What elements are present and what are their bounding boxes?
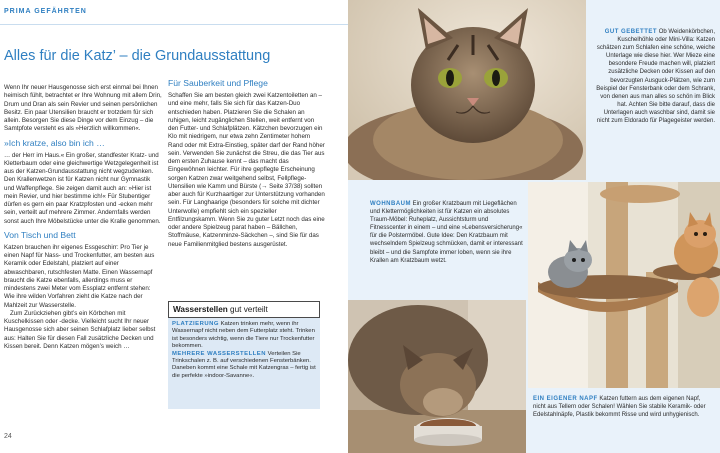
info-box [168,301,320,409]
section2-text: Katzen brauchen ihr eigenes Essgeschirr: Pro Tier je einen Napf für Nass- und Trockenfutter, am besten aus Keramik oder Edelstahl, platziert auf einer abwaschbaren, rutschfesten Matte. Einen Wassernapf braucht die Katze ebenfalls, allerdings muss er mindestens zwei Meter vom Essplatz entfernt stehen: Wie ihre wilden Vorfahren zieht die Katze nach der Mahlzeit zur Wasserstelle. [4,243,155,309]
cat-tree-image [528,182,720,388]
caption-cushion-text: Ob Weidenkörbchen, Kuschelhöhle oder Mini-Villa: Katzen schätzen zum Schlafen eine schöne, weiche Unterlage wie diese hier. Wer Mieze eine besondere Freude machen will, platziert zusätzliche Decken oder Kissen auf den bevorzugten Ausguck-Plätzen, wie zum Beispiel der Fensterbank oder dem Schrank, von denen aus man alles so schön im Blick hat. Achten Sie bitte darauf, dass die Unterlagen auch waschbar sind, damit sie nicht zum Eldorado für Plagegeister werden. [596,29,715,125]
caption-cat-tree-label: WOHNBAUM [370,201,411,207]
text-column-2 [168,78,326,249]
caption-bowl-label: EIN EIGENER NAPF [533,396,598,402]
section1-heading: »Ich kratze, also bin ich … [4,137,105,148]
info-box-body [168,318,320,383]
caption-cat-tree-text: Ein großer Kratzbaum mit Liegeflächen und Klettermöglichkeiten ist für Katzen ein absolutes Traum-Möbel: Ruheplatz, Aussichtsturm und Fitnesscenter in einem – und eine »Lebensversicherung« für die Polstermöbel. Gute Idee: Den Kratzbaum mit wechselndem Spielzeug schmücken, damit er interessant bleibt – und die Sampfote immer loben, wenn sie ihre Krallen am Kratzbaum wetzt. [370,201,523,264]
intro-text: Wenn Ihr neuer Hausgenosse sich erst einmal bei Ihnen heimisch fühlt, betrachtet er Ihre Wohnung mit allem Drin, Drum und Dran als sein Revier und seinen persönlichen Besitz. Ein paar Utensilien braucht er trotzdem für sich allein. Besorgen Sie diese Dinge vor dem Einzug – die Samtpfote versteht es als »Herzlich willkommen«. [4,84,162,133]
photo-cat-cushion [348,0,586,180]
info-text-placement: Katzen trinken mehr, wenn ihr Wassernapf nicht neben dem Futterplatz steht. Trinken ist besonders wichtig, wenn die Tiere nur Trockenfutter bekommen. [172,321,315,350]
section1-text: … der Herr im Haus.« Ein großer, standfester Kratz- und Kletterbaum oder eine gleichwertige Wetzgelegenheit ist aus der Katzen-Grundausstattung nicht wegzudenken. Den Krallenwetzen ist für Katzen nicht nur Gymnastik und Waffenpflege. Sie zeigen damit auch an: »Hier ist mein Revier, und hier bestimme ich!« Für Stubentiger dürfen es gern ein paar Kratzpfosten und -ecken mehr sein, verteilt auf mehrere Zimmer. Andernfalls werden sonst auch Ihre Möbelstücke unter die Kralle genommen. [4,151,161,225]
photo-cat-tree [528,182,720,388]
caption-cat-tree [370,200,525,265]
section2-heading: Von Tisch und Bett [4,229,76,240]
cat-eating-image [348,300,526,453]
caption-bowl [533,395,713,419]
info-text-multiple: Verteilen Sie Trinkschalen z. B. auf verschiedenen Fensterbänken. Daneben kommt eine Schale mit Katzengras – fertig ist die perfekte »indoor-Savanne«. [172,350,316,379]
cat-cushion-image [348,0,586,180]
page-number: 24 [4,433,12,440]
right-page [348,0,720,453]
caption-cushion [593,28,715,125]
info-box-title [168,301,320,318]
caption-bowl-text: Katzen futtern aus dem eigenen Napf, nicht aus Tellern oder Schalen! Wählen Sie stabile Keramik- oder Edelstahlnäpfe, Plastik bekommt Risse und wird unhygienisch. [533,396,706,419]
info-box-title-bold: Wasserstellen [173,305,228,314]
section3-text: Schaffen Sie am besten gleich zwei Katzentoiletten an – und eine mehr, falls Sie sich für das Katzen-Duo entschieden haben. Platzieren Sie die Schalen an ruhigen, leicht zugänglichen Stellen, weit entfernt von den Futter- und Schlafplätzen. Kätzchen bevorzugen ein Klo mit niedrigem, nur etwa zehn Zentimeter hohem Rand oder mit Extra-Einstieg, später darf der Rand höher sein. Verwenden Sie zunächst die Streu, die das Tier aus dem ersten Zuhause kennt – das macht das Eingewöhnen leichter. Für ihre gepflegte Erscheinung sorgen Katzen zwar weitgehend selbst, Fellpflege-Utensilien wie Kamm und Bürste (→ Seite 37/38) sollten aber auch für Kurzhaartiger zur Unterstützung vorhanden sein. Für Langhaarige (besonders für solche mit dichter Unterwolle) empfiehlt sich ein spezieller Entfilzungskamm. Wenn Sie zu guter Letzt noch das eine oder andere Spielzeug parat haben – Bällchen, Stoffmäuse, Katzenminze-Säckchen –, sind Sie für das neue Familienmitglied bestens ausgerüstet. [168,92,325,248]
info-label-placement: PLATZIERUNG [172,321,219,327]
info-label-multiple: MEHRERE WASSERSTELLEN [172,350,266,357]
section2-text2: Zum Zurückziehen gibt’s ein Körbchen mit Kuschelkissen oder -decke. Vielleicht sucht Ihr neuer Hausgenosse sich aber seinen Schlafplatz lieber selbst aus: Halten Sie für diesen Fall zusätzliche Decken und Kissen bereit. Denn Katzen mögen’s weich … [4,309,156,350]
section3-heading: Für Sauberkeit und Pflege [168,78,268,88]
section-label: PRIMA GEFÄHRTEN [4,8,87,15]
caption-cushion-label: GUT GEBETTET [604,29,658,35]
left-page [0,0,348,453]
photo-cat-eating [348,300,526,453]
info-box-title-rest: gut verteilt [230,305,268,314]
page-title: Alles für die Katz’ – die Grundausstattung [4,48,271,64]
text-column-1 [4,84,162,351]
